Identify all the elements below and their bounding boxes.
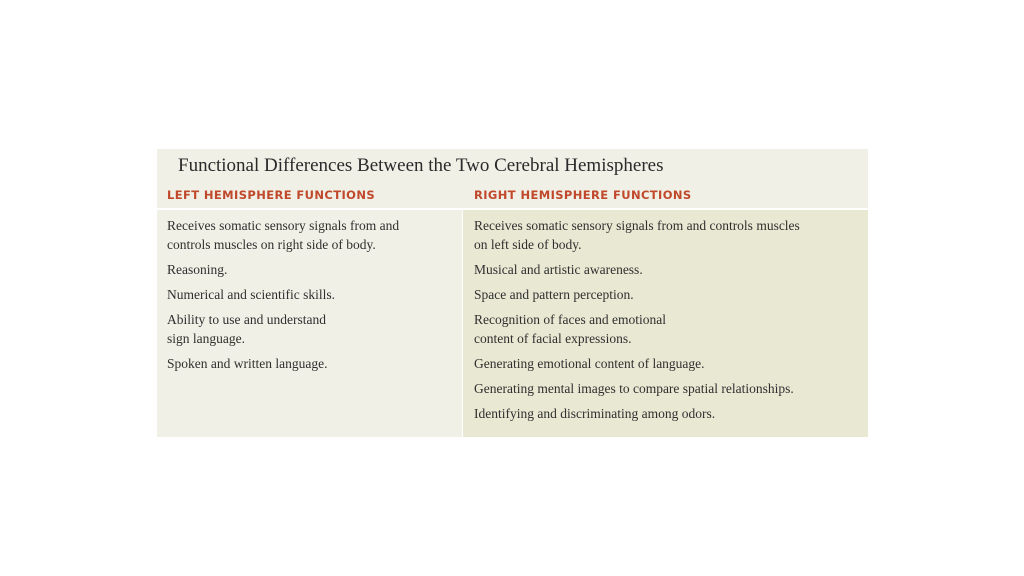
list-item: Spoken and written language. [167,356,328,371]
list-item: Numerical and scientific skills. [167,287,335,302]
list-item: Identifying and discriminating among odors. [474,406,716,421]
left-column-header: LEFT HEMISPHERE FUNCTIONS [167,188,376,202]
left-function-list [167,216,457,379]
list-item: Generating emotional content of language. [474,356,705,371]
list-item: Space and pattern perception. [474,287,634,302]
list-item: Receives somatic sensory signals from and controls muscles on right side of body. [167,218,400,252]
hemisphere-table [157,149,868,437]
list-item: Recognition of faces and emotional content of facial expressions. [474,312,666,346]
list-item: Generating mental images to compare spatial relationships. [474,381,794,396]
list-item: Musical and artistic awareness. [474,262,643,277]
right-function-list [474,216,864,429]
table-title: Functional Differences Between the Two Cerebral Hemispheres [178,155,664,176]
left-column [157,210,462,437]
list-item: Ability to use and understand sign language. [167,312,326,346]
column-divider [462,210,463,437]
right-column [462,210,868,437]
right-column-header: RIGHT HEMISPHERE FUNCTIONS [474,188,692,202]
list-item: Receives somatic sensory signals from and controls muscles on left side of body. [474,218,800,252]
list-item: Reasoning. [167,262,228,277]
